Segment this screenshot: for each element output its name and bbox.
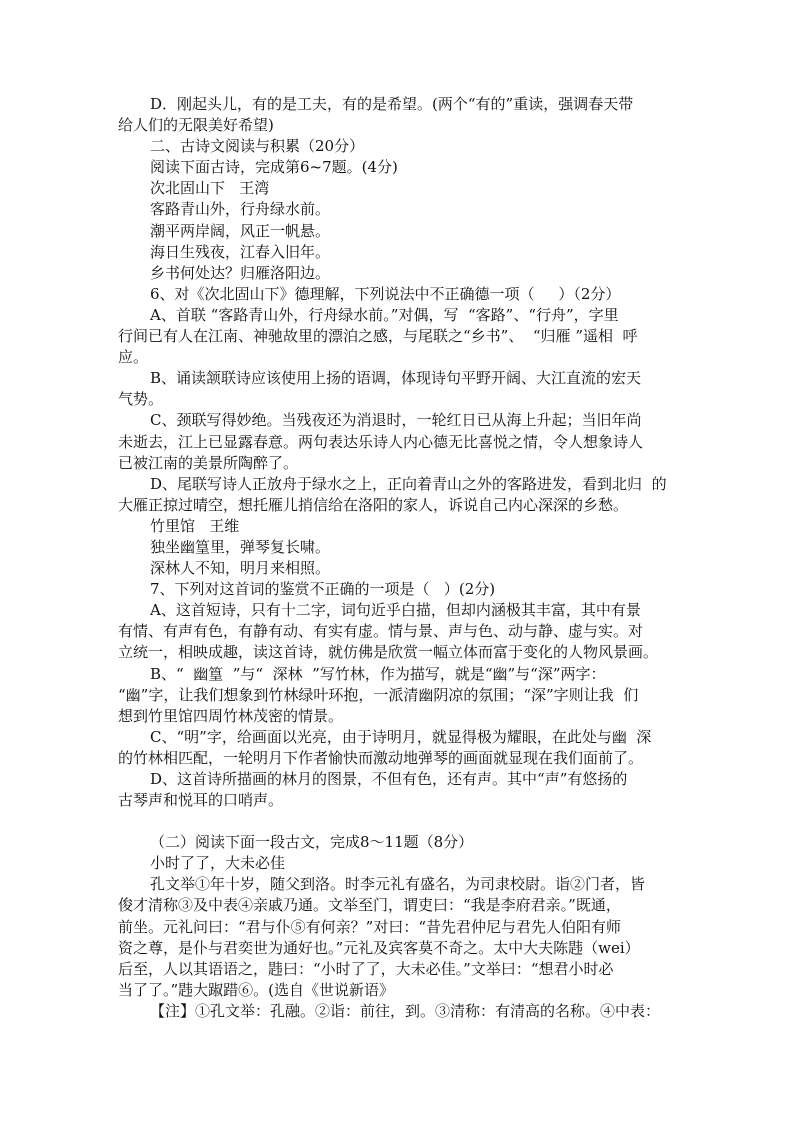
q7-option-d-cont: 古琴声和悦耳的口哨声。 [118, 791, 284, 810]
section-heading-classical: （二）阅读下面一段古文，完成8～11题（8分） [150, 833, 474, 852]
q6-option-b-cont: 气势。 [118, 390, 164, 409]
q6-option-c-cont: 已被江南的美景所陶醉了。 [118, 453, 299, 472]
poem-title-2: 竹里馆 王维 [150, 516, 240, 535]
passage-text-cont: 资之尊，是仆与君奕世为通好也。”元礼及宾客莫不奇之。太中大夫陈韪（wei） [118, 938, 640, 957]
q7-option-b-cont: “幽”字，让我们想象到竹林绿叶环抱，一派清幽阴凉的氛围；“深”字则让我 们 [118, 685, 639, 704]
passage-text-cont: 前坐。元礼问曰：“君与仆⑤有何亲？”对曰：“昔先君仲尼与君先人伯阳有师 [118, 917, 622, 936]
q6-option-c-cont: 未逝去，江上已显露春意。两句表达乐诗人内心德无比喜悦之情，令人想象诗人 [118, 432, 644, 451]
question-6: 6、对《次北固山下》德理解，下列说法中不正确德一项（ ）（2分） [150, 284, 621, 303]
poem-line: 潮平两岸阔，风正一帆悬。 [150, 221, 331, 240]
passage-title: 小时了了，大未必佳 [150, 854, 286, 873]
q7-option-d: D、这首诗所描画的林月的图景，不但有色，还有声。其中“声”有悠扬的 [150, 770, 628, 788]
poem-line: 客路青山外，行舟绿水前。 [150, 200, 331, 219]
q6-option-b: B、诵读颔联诗应该使用上扬的语调，体现诗句平野开阔、大江直流的宏天 [150, 369, 642, 388]
q7-option-a-cont: 立统一，相映成趣，读这首诗，就仿佛是欣赏一幅立体而富于变化的人物风景画。 [118, 643, 659, 662]
passage-text: 孔文举①年十岁，随父到洛。时李元礼有盛名，为司隶校尉。诣②门者，皆 [150, 875, 646, 894]
document-page [118, 94, 700, 1022]
poem-title-1: 次北固山下 王湾 [150, 179, 270, 198]
q7-option-c-cont: 的竹林相匹配，一轮明月下作者愉快而激动地弹琴的画面就显现在我们面前了。 [118, 748, 644, 767]
q7-option-b: B、“ 幽篁 ”与“ 深林 ”写竹林，作为描写，就是“幽”与“深”两字： [150, 664, 606, 683]
notes-text: 【注】①孔文举：孔融。②诣：前往，到。③清称：有清高的名称。④中表： [150, 1001, 661, 1020]
option-d-text-cont: 给人们的无限美好希望) [118, 116, 274, 135]
poem-line: 独坐幽篁里，弹琴复长啸。 [150, 537, 331, 556]
poetry-instruction: 阅读下面古诗，完成第6~7题。(4分) [150, 158, 398, 177]
passage-text-cont: 后至，人以其语语之，韪曰：“小时了了，大未必佳。”文举曰：“想君小时必 [118, 959, 614, 978]
passage-text-cont: 当了了。”韪大踧踖⑥。(选自《世说新语》 [118, 980, 395, 999]
poem-line: 海日生残夜，江春入旧年。 [150, 242, 331, 261]
passage-text-cont: 俊才清称③及中表④亲戚乃通。文举至门，谓吏曰：“我是李府君亲。”既通， [118, 896, 621, 915]
q6-option-a: A、首联 “客路青山外，行舟绿水前。”对偶，写 “客路”、“行舟”，字里 [150, 305, 619, 324]
paragraph-gap [118, 811, 700, 832]
poem-line: 深林人不知，明月来相照。 [150, 559, 331, 578]
q6-option-d-cont: 大雁正掠过晴空，想托雁儿捎信给在洛阳的家人，诉说自己内心深深的乡愁。 [118, 495, 629, 514]
q7-option-c: C、“明”字，给画面以光亮，由于诗明月，就显得极为耀眼，在此处与幽 深 [150, 727, 652, 746]
q7-option-a-cont: 有情、有声有色，有静有动、有实有虚。情与景、声与色、动与静、虚与实。对 [118, 622, 644, 641]
q7-option-a: A、这首短诗，只有十二字，词句近乎白描，但却内涵极其丰富，其中有景 [150, 601, 641, 620]
option-d-text: D．刚起头儿，有的是工夫，有的是希望。(两个“有的”重读，强调春天带 [150, 95, 634, 113]
question-7: 7、下列对这首词的鉴赏不正确的一项是（ ）(2分) [150, 580, 496, 599]
q6-option-a-cont: 行间已有人在江南、神驰故里的漂泊之感，与尾联之“乡书”、 “归雁 ”遥相 呼 [118, 327, 638, 346]
q7-option-b-cont: 想到竹里馆四周竹林茂密的情景。 [118, 706, 344, 725]
q6-option-c: C、颈联写得妙绝。当残夜还为消退时，一轮红日已从海上升起；当旧年尚 [150, 411, 642, 430]
q6-option-a-cont: 应。 [118, 348, 149, 367]
section-heading-poetry: 二、古诗文阅读与积累（20分） [150, 137, 365, 156]
q6-option-d: D、尾联写诗人正放舟于绿水之上，正向着青山之外的客路进发，看到北归 的 [150, 474, 667, 493]
poem-line: 乡书何处达？归雁洛阳边。 [150, 263, 331, 282]
